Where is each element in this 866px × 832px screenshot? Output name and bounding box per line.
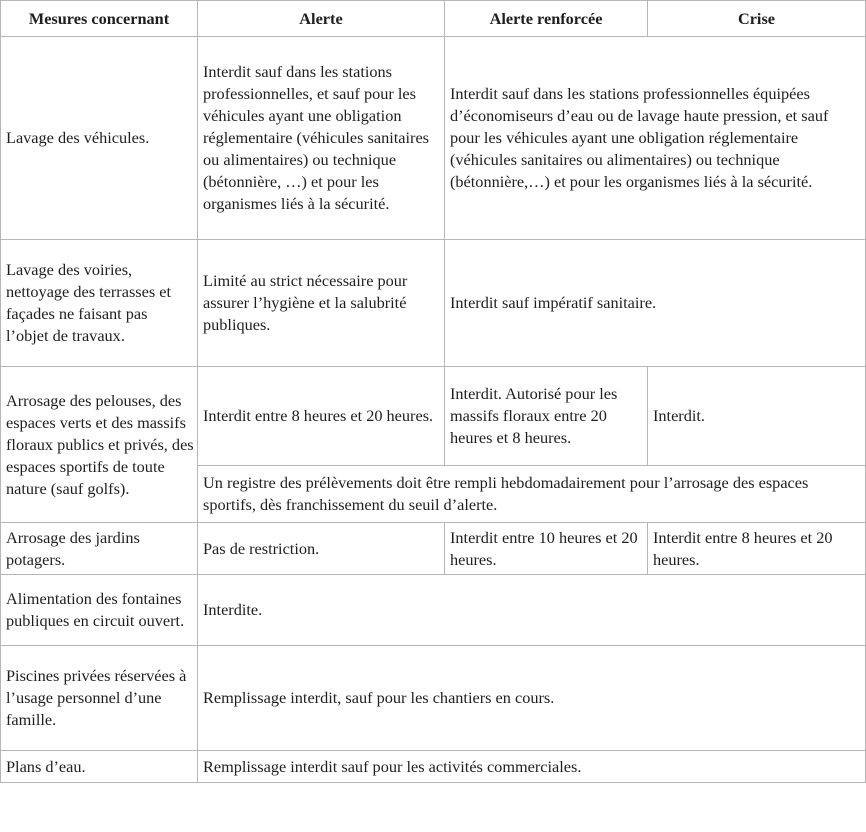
- cell-renforcee: Interdit. Autorisé pour les massifs floraux entre 20 heures et 8 heures.: [445, 367, 648, 466]
- cell-renforcee-crise: Interdit sauf impératif sanitaire.: [445, 240, 866, 367]
- table-row: [1, 240, 866, 367]
- table-row: [1, 751, 866, 783]
- table-row: [1, 646, 866, 751]
- cell-crise: Interdit entre 8 heures et 20 heures.: [648, 523, 866, 575]
- row-label: Plans d’eau.: [1, 751, 198, 783]
- header-mesures: Mesures concernant: [1, 1, 198, 37]
- header-crise: Crise: [648, 1, 866, 37]
- row-label: Alimentation des fontaines publiques en circuit ouvert.: [1, 575, 198, 646]
- cell-renforcee: Interdit entre 10 heures et 20 heures.: [445, 523, 648, 575]
- cell-alerte: Interdit entre 8 heures et 20 heures.: [198, 367, 445, 466]
- cell-all-levels: Remplissage interdit sauf pour les activités commerciales.: [198, 751, 866, 783]
- row-label: Lavage des véhicules.: [1, 37, 198, 240]
- cell-alerte: Pas de restriction.: [198, 523, 445, 575]
- cell-all-levels: Remplissage interdit, sauf pour les chantiers en cours.: [198, 646, 866, 751]
- header-alerte-renforcee: Alerte renforcée: [445, 1, 648, 37]
- table-row: [1, 575, 866, 646]
- cell-note: Un registre des prélèvements doit être rempli hebdomadairement pour l’arrosage des espaces sportifs, dès franchissement du seuil d’alerte.: [198, 466, 866, 523]
- row-label: Piscines privées réservées à l’usage personnel d’une famille.: [1, 646, 198, 751]
- cell-renforcee-crise: Interdit sauf dans les stations professionnelles équipées d’économiseurs d’eau ou de lavage haute pression, et sauf pour les véhicules ayant une obligation réglementaire (véhicules sanitaires ou alimentaires) ou technique (bétonnière,…) et pour les organismes liés à la sécurité.: [445, 37, 866, 240]
- cell-alerte: Limité au strict nécessaire pour assurer l’hygiène et la salubrité publiques.: [198, 240, 445, 367]
- table-row: [1, 367, 866, 466]
- row-label: Lavage des voiries, nettoyage des terrasses et façades ne faisant pas l’objet de travaux.: [1, 240, 198, 367]
- table-row: [1, 37, 866, 240]
- row-label: Arrosage des jardins potagers.: [1, 523, 198, 575]
- cell-crise: Interdit.: [648, 367, 866, 466]
- cell-alerte: Interdit sauf dans les stations professionnelles, et sauf pour les véhicules ayant une obligation réglementaire (véhicules sanitaires ou alimentaires) ou technique (bétonnière, …) et pour les organismes liés à la sécurité.: [198, 37, 445, 240]
- cell-all-levels: Interdite.: [198, 575, 866, 646]
- table-header-row: [1, 1, 866, 37]
- table-row: [1, 523, 866, 575]
- header-alerte: Alerte: [198, 1, 445, 37]
- row-label: Arrosage des pelouses, des espaces verts et des massifs floraux publics et privés, des espaces sportifs de toute nature (sauf golfs).: [1, 367, 198, 523]
